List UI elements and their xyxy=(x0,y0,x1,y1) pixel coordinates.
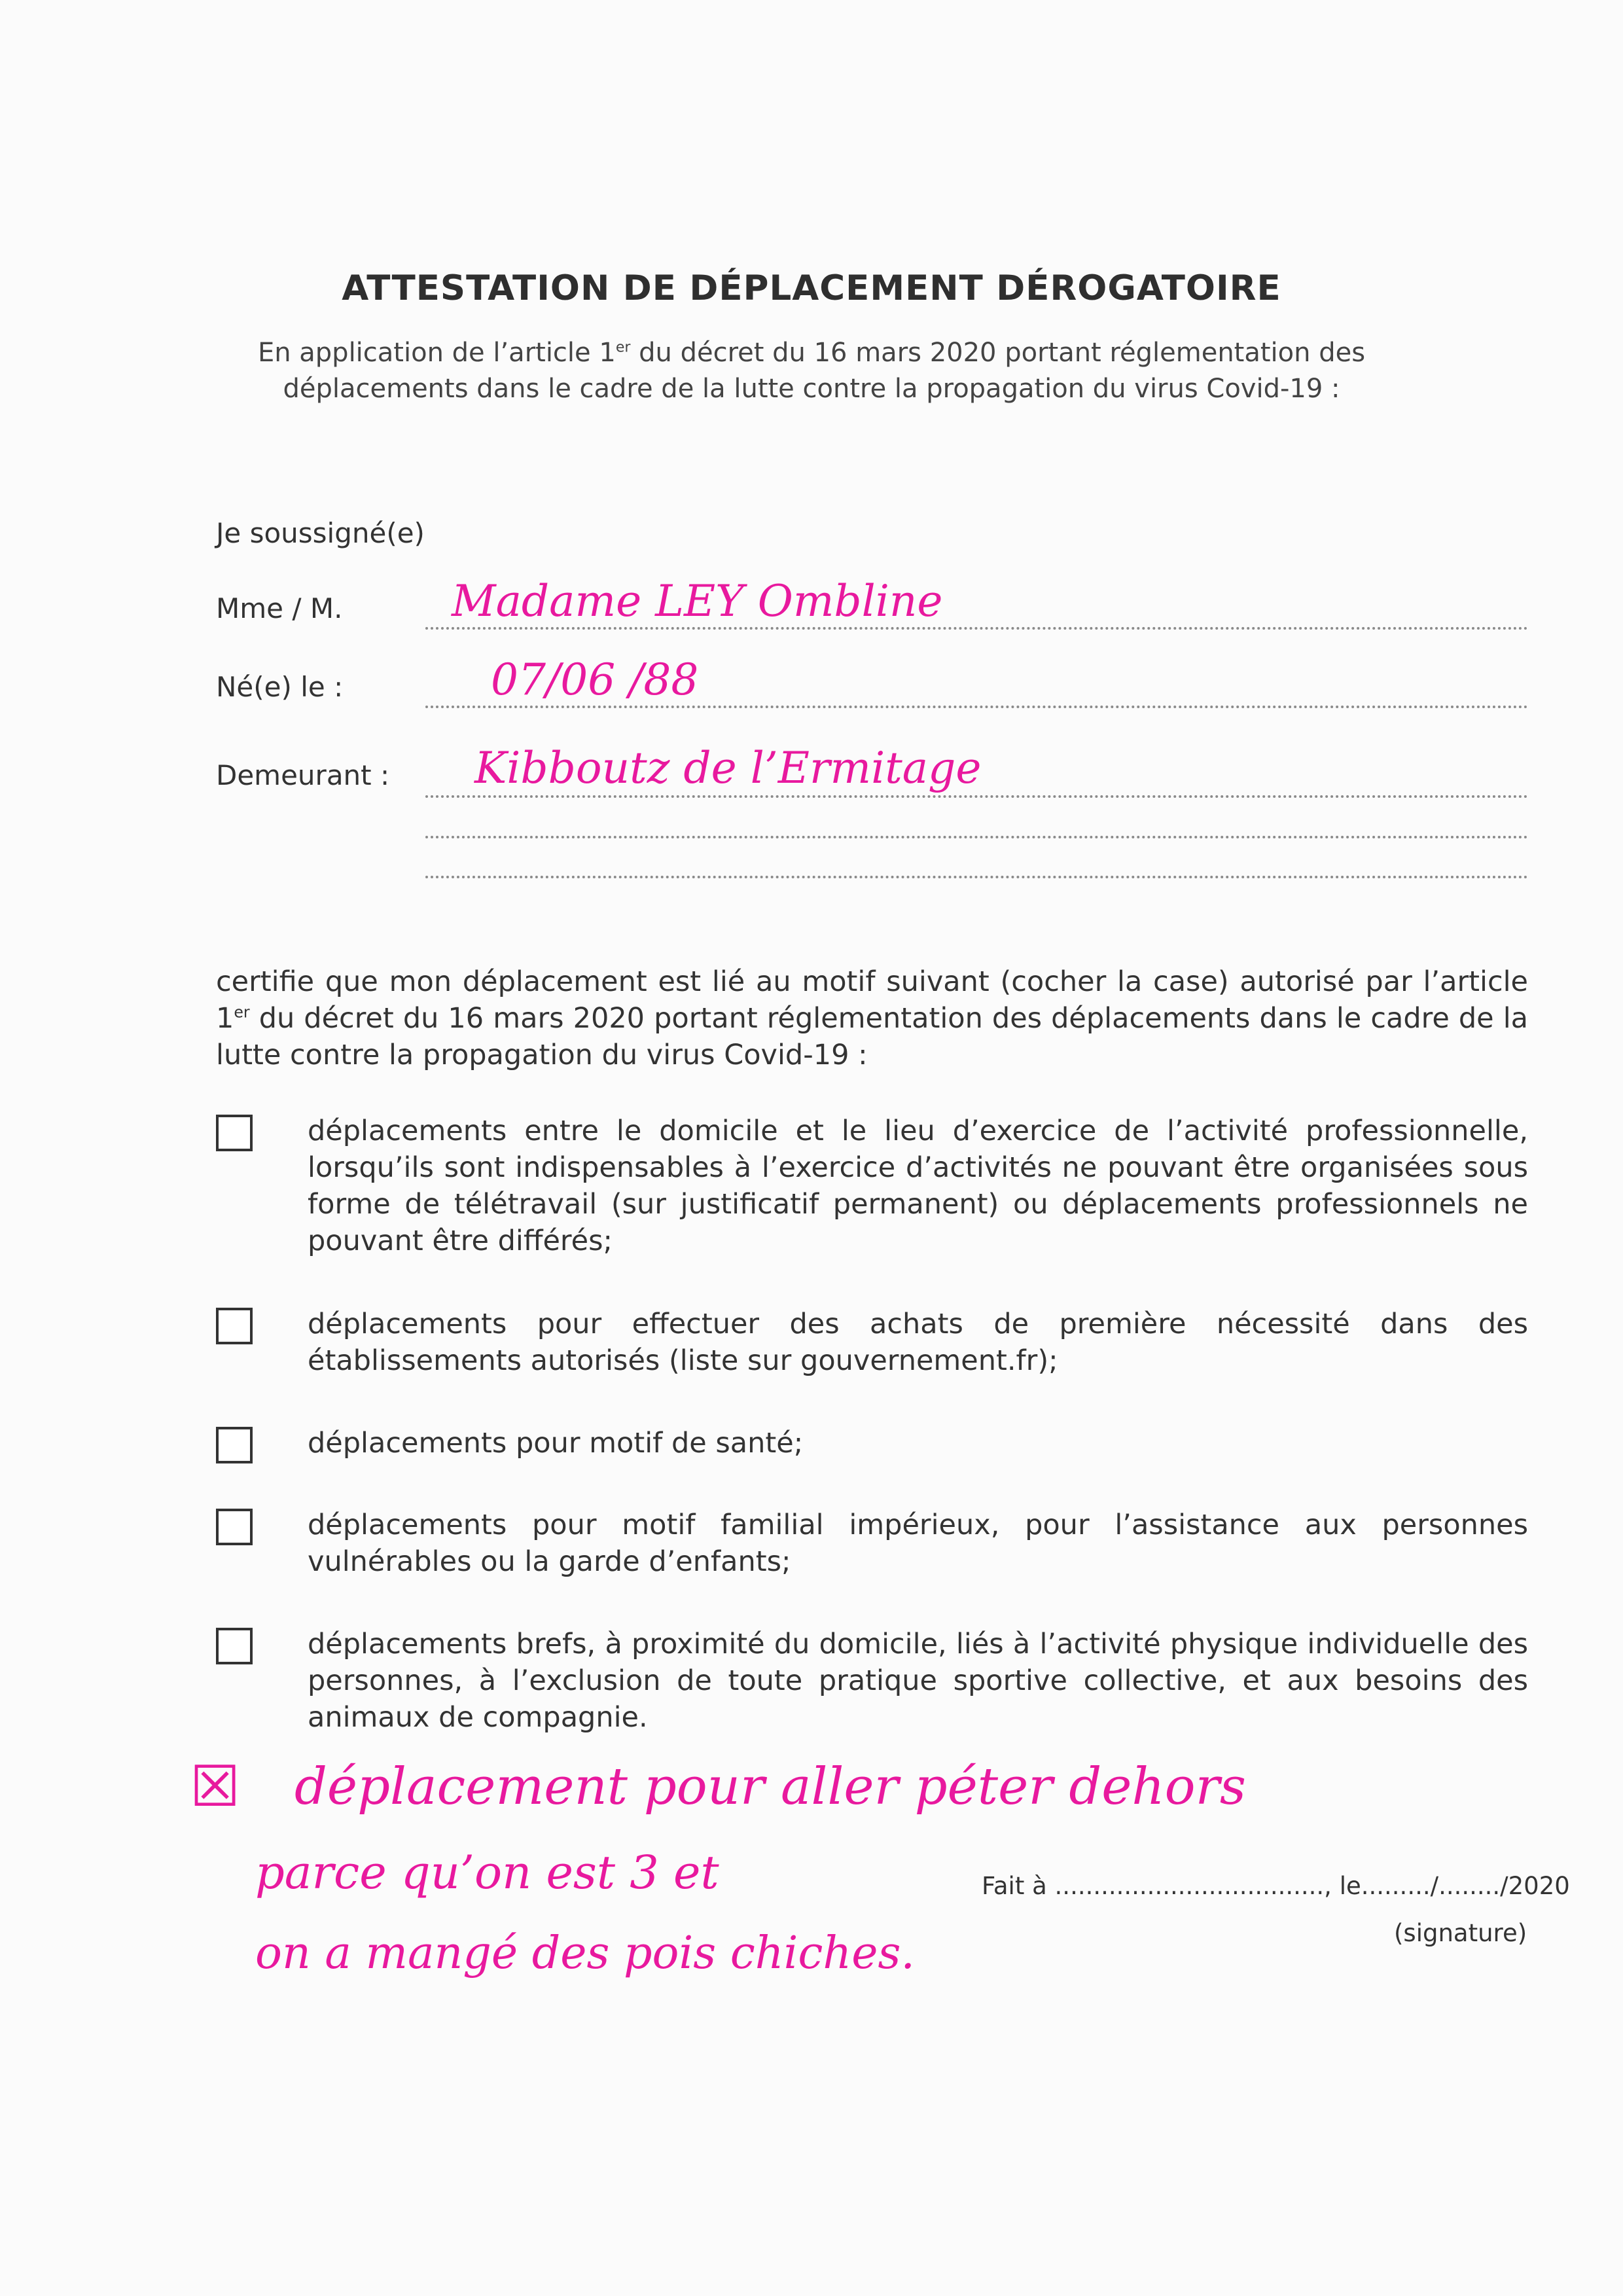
intro-sup: er xyxy=(234,1003,250,1022)
address-field[interactable]: Kibboutz de l’Ermitage xyxy=(474,743,982,793)
handwritten-reason-line-1: déplacement pour aller péter dehors xyxy=(294,1757,1246,1816)
birth-dotted-line xyxy=(425,706,1528,708)
checkbox-health[interactable] xyxy=(216,1427,253,1463)
document-title: ATTESTATION DE DÉPLACEMENT DÉROGATOIRE xyxy=(342,268,1281,308)
birth-field[interactable]: 07/06 /88 xyxy=(491,655,699,705)
soussigne-label: Je soussigné(e) xyxy=(216,517,425,549)
handwritten-checkbox-mark[interactable]: ☒ xyxy=(190,1754,241,1820)
signature-label: (signature) xyxy=(1394,1919,1527,1947)
intro-part-a: certifie que mon déplacement est lié au motif suivant (cocher la case) autorisé par l’article 1 xyxy=(216,965,1528,1035)
address-dotted-line-2 xyxy=(425,836,1528,838)
checkbox-work[interactable] xyxy=(216,1115,253,1151)
name-dotted-line xyxy=(425,627,1528,630)
name-field[interactable]: Madame LEY Ombline xyxy=(452,576,943,626)
checkbox-exercise[interactable] xyxy=(216,1628,253,1664)
intro-part-b: du décret du 16 mars 2020 portant réglementation des déplacements dans le cadre de la lutte contre la propagation du virus Covid-19 : xyxy=(216,1002,1528,1071)
name-label: Mme / M. xyxy=(216,592,343,624)
handwritten-reason-line-3: on a mangé des pois chiches. xyxy=(255,1928,915,1979)
subtitle-part-a: En application de l’article 1 xyxy=(257,338,616,368)
certification-paragraph xyxy=(216,963,1528,1073)
reason-health: déplacements pour motif de santé; xyxy=(308,1427,804,1460)
address-dotted-line-3 xyxy=(425,876,1528,878)
address-dotted-line-1 xyxy=(425,795,1528,798)
document-subtitle xyxy=(249,335,1374,407)
reason-shopping: déplacements pour effectuer des achats de première nécessité dans des établissements autorisés (liste sur gouvernement.fr); xyxy=(308,1308,1528,1377)
reason-work: déplacements entre le domicile et le lieu d’exercice de l’activité professionnelle, lorsqu’ils sont indispensables à l’exercice d’activités ne pouvant être organisées sous forme de télétravail (sur justificatif permanent) ou déplacements professionnels ne pouvant être différés; xyxy=(308,1115,1528,1257)
fait-a-field[interactable]: Fait à ..................................., le........./......../2020 xyxy=(982,1872,1570,1900)
subtitle-sup: er xyxy=(615,339,631,356)
subtitle-part-b: du décret du 16 mars 2020 portant réglementation des déplacements dans le cadre de la lutte contre la propagation du virus Covid-19 : xyxy=(283,338,1366,404)
address-label: Demeurant : xyxy=(216,759,390,791)
reason-exercise: déplacements brefs, à proximité du domicile, liés à l’activité physique individuelle des personnes, à l’exclusion de toute pratique sportive collective, et aux besoins des animaux de compagnie. xyxy=(308,1628,1528,1734)
reason-family: déplacements pour motif familial impérieux, pour l’assistance aux personnes vulnérables ou la garde d’enfants; xyxy=(308,1509,1528,1578)
checkbox-shopping[interactable] xyxy=(216,1308,253,1344)
birth-label: Né(e) le : xyxy=(216,671,344,703)
handwritten-reason-line-2: parce qu’on est 3 et xyxy=(255,1846,719,1899)
checkbox-family[interactable] xyxy=(216,1509,253,1545)
